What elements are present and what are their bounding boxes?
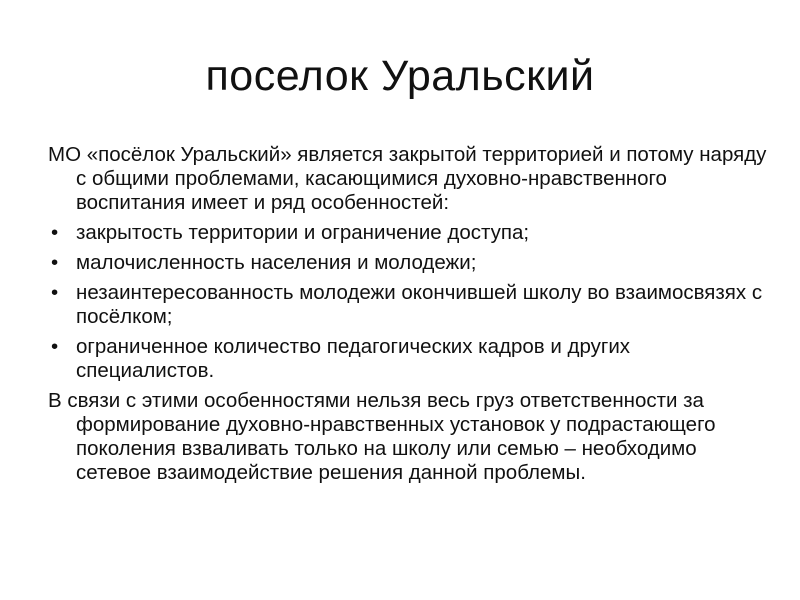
bullet-item xyxy=(48,281,768,329)
bullet-text: ограниченное количество педагогических кадров и других специалистов. xyxy=(76,335,631,382)
bullet-text: закрытость территории и ограничение доступа; xyxy=(76,221,530,244)
bullet-item xyxy=(48,251,768,275)
slide-title: поселок Уральский xyxy=(205,52,595,100)
intro-paragraph: МО «посёлок Уральский» является закрытой территорией и потому наряду с общими проблемами, касающимися духовно-нравственного воспитания имеет и ряд особенностей: xyxy=(48,143,767,214)
bullet-dot-icon: • xyxy=(51,221,59,244)
bullet-list xyxy=(48,221,768,383)
bullet-dot-icon: • xyxy=(51,281,59,304)
slide-content xyxy=(48,143,768,491)
bullet-text: незаинтересованность молодежи окончившей школу во взаимосвязях с посёлком; xyxy=(76,281,763,328)
bullet-text: малочисленность населения и молодежи; xyxy=(76,251,477,274)
bullet-item xyxy=(48,221,768,245)
bullet-dot-icon: • xyxy=(51,251,59,274)
bullet-dot-icon: • xyxy=(51,335,59,358)
bullet-item xyxy=(48,335,768,383)
conclusion-paragraph: В связи с этими особенностями нельзя весь груз ответственности за формирование духовно-нравственных установок у подрастающего поколения взваливать только на школу или семью – необходимо сетевое взаимодействие решения данной проблемы. xyxy=(48,389,716,484)
